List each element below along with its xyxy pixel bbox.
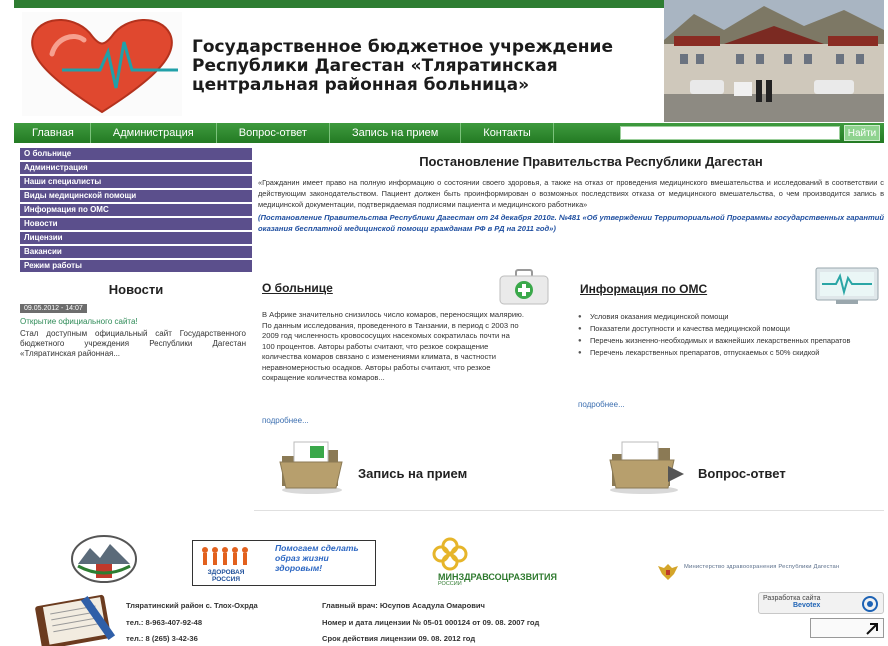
appointment-action[interactable]: Запись на прием: [358, 466, 468, 481]
visit-counter[interactable]: [810, 618, 884, 638]
hospital-building-photo: [664, 0, 884, 122]
sidebar-item-licenses[interactable]: Лицензии: [20, 232, 252, 244]
oms-list-item[interactable]: ● Перечень жизненно-необходимых и важнейших лекарственных препаратов: [578, 336, 884, 346]
minzdrav-label: МИНЗДРАВСОЦРАЗВИТИЯ: [438, 572, 557, 582]
minzdrav-sublabel: РОССИИ: [438, 581, 462, 587]
main-nav: [14, 123, 884, 143]
news-heading: Новости: [108, 282, 164, 297]
decree-link[interactable]: (Постановление Правительства Республики Дагестан от 24 декабря 2010г. №481 «Об утверждении Территориальной Программы государственных гарантий оказания бесплатной медицинской помощи гражданам РФ в РД на 2011 год»): [258, 213, 884, 233]
rights-paragraph: «Гражданин имеет право на полную информацию о состоянии своего здоровья, а также на отказ от проведения медицинского вмешательства и исследований в соответствии с действующим законодательством. Пациент должен быть проинформирован о возможных последствиях отказа от медицинского вмешательства, о чем производится запись в медицинской документации, подтверждаемая подписями пациента и медицинского работника»: [258, 178, 884, 209]
developer-badge[interactable]: [758, 592, 884, 614]
sidebar-item-specialists[interactable]: Наши специалисты: [20, 176, 252, 188]
ministry-rd-logo[interactable]: [656, 560, 842, 584]
page-title: Государственное бюджетное учреждение Республики Дагестан «Тляратинская центральная районная больница»: [192, 37, 613, 95]
footer-phone-1: тел.: 8-963-407-92-48: [126, 618, 203, 627]
oms-heading[interactable]: Информация по ОМС: [580, 282, 708, 296]
news-excerpt: Стал доступным официальный сайт Государственного бюджетного учреждения Республики Дагестан «Тляратинская районная...: [20, 329, 246, 358]
sidebar-item-vacancies[interactable]: Вакансии: [20, 246, 252, 258]
sidebar-item-oms[interactable]: Информация по ОМС: [20, 204, 252, 216]
nav-item-administration[interactable]: Администрация: [91, 123, 217, 143]
footer-address: Тляратинский район с. Тлох-Охрда: [126, 601, 258, 610]
oms-list: [578, 312, 884, 360]
oms-list-item[interactable]: ● Показатели доступности и качества медицинской помощи: [578, 324, 884, 334]
sidebar-item-schedule[interactable]: Режим работы: [20, 260, 252, 272]
people-group-icon: [199, 545, 251, 569]
zdorovaya-rossiya-banner[interactable]: [192, 540, 376, 586]
about-heading[interactable]: О больнице: [262, 281, 333, 295]
oms-list-item[interactable]: ● Перечень лекарственных препаратов, отпускаемых с 50% скидкой: [578, 348, 884, 358]
content-divider: [254, 510, 884, 511]
medical-kit-icon: [498, 268, 550, 306]
minzdravsotsrazvitiya-logo[interactable]: [430, 534, 606, 586]
sidebar: [20, 148, 252, 359]
nav-item-contacts[interactable]: Контакты: [461, 123, 554, 143]
counter-arrow-icon: [865, 622, 879, 636]
developer-swirl-icon: [861, 595, 879, 613]
search-button[interactable]: Найти: [844, 125, 880, 141]
developer-brand: Bevotex: [793, 602, 821, 609]
about-more-link[interactable]: подробнее...: [262, 416, 309, 425]
folder-appointment-icon[interactable]: [276, 436, 348, 496]
header-top-bar: [14, 0, 664, 8]
main-heading: Постановление Правительства Республики Дагестан: [419, 154, 763, 169]
oms-list-item[interactable]: ● Условия оказания медицинской помощи: [578, 312, 884, 322]
nav-item-home[interactable]: Главная: [14, 123, 91, 143]
nav-item-qa[interactable]: Вопрос-ответ: [217, 123, 330, 143]
monitor-heartbeat-icon: [814, 266, 880, 306]
about-text: В Африке значительно снизилось число комаров, переносящих малярию. По данным исследования, проведенного в Танзании, в период с 2003 по 2009 год численность кровососущих насекомых сократилась почти на 100 процентов. Авторы работы считают, что резкое сокращение количества комаров связано с изменениями климата, в частности неравномерностью осадков. Авторы работы считают, что резкое сокращение количества комаров...: [262, 310, 524, 382]
footer-license-term: Срок действия лицензии 09. 08. 2012 год: [322, 634, 476, 643]
dagestan-emblem-icon[interactable]: [70, 534, 138, 584]
nav-item-appointment[interactable]: Запись на прием: [330, 123, 461, 143]
eagle-emblem-icon: [656, 560, 680, 584]
folder-qa-icon[interactable]: [604, 436, 686, 496]
oms-more-link[interactable]: подробнее...: [578, 400, 625, 409]
ministry-rd-label: Министерство здравоохранения Республики Дагестан: [684, 564, 840, 570]
zdorovaya-rossiya-label: ЗДОРОВАЯ РОССИЯ: [207, 569, 245, 583]
news-date-badge: 09.05.2012 - 14:07: [20, 304, 87, 313]
zdorovaya-rossiya-slogan: Помогаем сделать образ жизни здоровым!: [275, 543, 359, 573]
search-input[interactable]: [620, 126, 840, 140]
qa-action[interactable]: Вопрос-ответ: [698, 466, 786, 481]
footer-chief-doctor: Главный врач: Юсупов Асадула Омарович: [322, 601, 485, 610]
developer-label: Разработка сайта: [763, 595, 821, 602]
sidebar-item-care-types[interactable]: Виды медицинской помощи: [20, 190, 252, 202]
footer-license: Номер и дата лицензии № 05-01 000124 от 09. 08. 2007 год: [322, 618, 540, 627]
site-header: [14, 0, 884, 122]
main-content: [258, 148, 884, 234]
sidebar-item-about[interactable]: О больнице: [20, 148, 252, 160]
news-title-link[interactable]: Открытие официального сайта!: [20, 317, 138, 326]
footer-phone-2: тел.: 8 (265) 3-42-36: [126, 634, 198, 643]
diary-book-icon: [34, 592, 120, 646]
sidebar-item-news[interactable]: Новости: [20, 218, 252, 230]
sidebar-item-administration[interactable]: Администрация: [20, 162, 252, 174]
ministry-flower-icon: [430, 534, 470, 574]
heart-logo-icon[interactable]: [22, 12, 182, 116]
